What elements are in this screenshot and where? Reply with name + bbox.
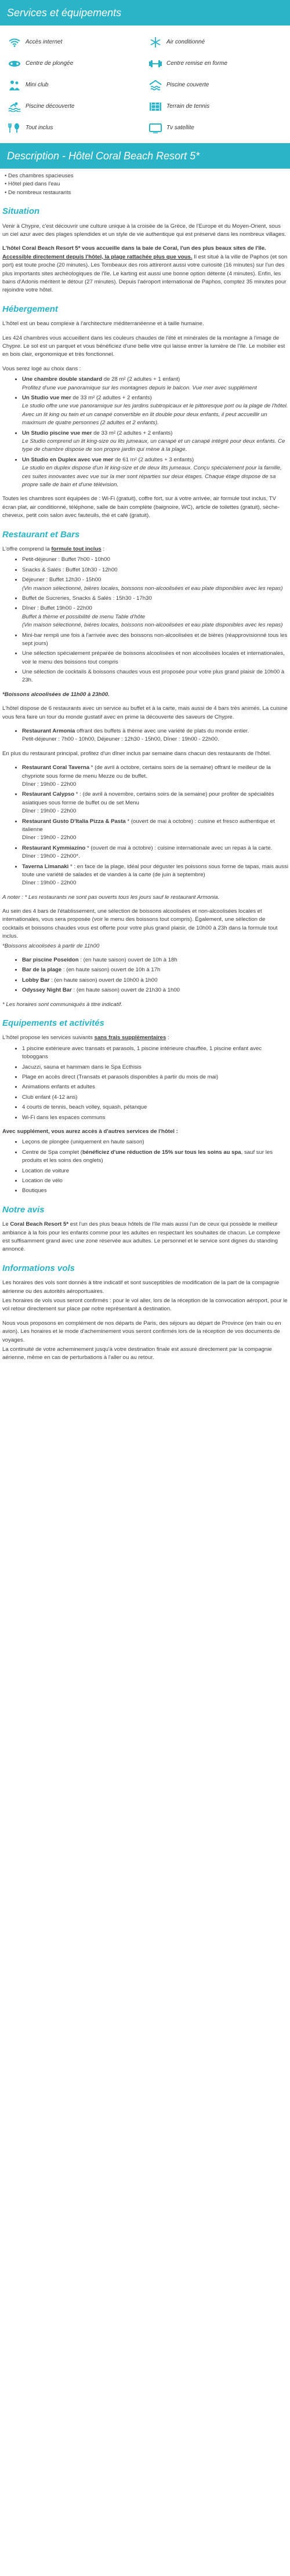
- list-item: [22, 394, 289, 428]
- amenity-tv: [148, 117, 283, 139]
- amenity-all-inclusive: [7, 117, 142, 139]
- list-item: [22, 376, 289, 392]
- text: : (en haute saison) ouvert de 10h00 à 1h00: [49, 977, 158, 983]
- list-item: [22, 818, 289, 843]
- amenity-indoor-pool: [148, 74, 283, 96]
- list-item: • Une sélection spécialement préparée de boissons alcoolisées et non alcoolisées locales et internationales, voir le menu des boissons tout compris: [22, 650, 289, 666]
- list-item: • Plage en accès direct (Transats et parasols disponibles à partir du mois de mai): [22, 1073, 289, 1081]
- hours: Petit-déjeuner : 7h00 - 10h00, Déjeuner : 12h30 - 15h00, Dîner : 19h00 - 22h00.: [22, 736, 219, 743]
- section-title-avis: Notre avis: [2, 1204, 45, 1215]
- bar-title: Bar de la plage: [22, 967, 62, 974]
- paid-services-list: [1, 1138, 289, 1195]
- room-title: Un Studio vue mer: [22, 395, 71, 402]
- paragraph: [1, 245, 289, 294]
- restaurant-title: Restaurant Calypso: [22, 791, 75, 798]
- amenity-tennis: [148, 96, 283, 117]
- bold-text: Accessible directement depuis l'hôtel, la plage rattachée plus que vous.: [2, 253, 193, 260]
- text: Déjeuner : Buffet 12h30 - 15h00: [22, 577, 102, 584]
- list-item: • Location de voiture: [22, 1167, 289, 1175]
- list-item: [22, 727, 289, 744]
- list-item: • Animations enfants et adultes: [22, 1083, 289, 1091]
- room-size: de 33 m² (2 adultes + 2 enfants): [92, 429, 173, 436]
- text: (Vin maison sélectionné, bières locales, boissons non-alcoolisées et eau plate disponibles avec les repas): [22, 622, 283, 629]
- room-detail: Le Studio comprend un lit king-size ou lits jumeaux, un canapé et un canapé intégré pour deux enfants. Ce type de chambre dispose de son propre jardin qui mène à la plage.: [22, 438, 285, 453]
- paragraph: Les horaires des vols sont donnés à titre indicatif et sont susceptibles de modification de la part de la compagnie aérienne ou des autorités aéroportuaires.: [2, 1280, 280, 1295]
- text: L'hôtel propose les services suivants: [2, 1034, 95, 1041]
- paragraph: En plus du restaurant principal, profitez d'un dîner inclus par semaine dans chacun des restaurants de l'hôtel.: [2, 750, 271, 757]
- bold-text: Avec supplément, vous aurez accès à d'autres services de l'hôtel :: [2, 1128, 178, 1135]
- snowflake-icon: [149, 36, 162, 49]
- list-item: • Une sélection de cocktails & boissons chaudes vous est proposée pour votre plus grand plaisir de 10h00 à 23h.: [22, 668, 289, 685]
- text: :: [101, 546, 105, 552]
- text: Buffet à thème et possibilité de menu Table d'hôte: [22, 613, 146, 620]
- section-title-situation: Situation: [2, 206, 40, 217]
- meal-list: [1, 556, 289, 684]
- restaurant-title: Restaurant Coral Taverna: [22, 764, 90, 771]
- note: [1, 691, 289, 699]
- amenity-label: Air conditionné: [166, 39, 205, 45]
- amenity-label: Piscine découverte: [26, 103, 75, 110]
- all-inclusive-icon: [8, 122, 21, 134]
- indoor-pool-icon: [149, 79, 162, 92]
- room-title: Un Studio en Duplex avec vue mer: [22, 456, 114, 463]
- text: : (en haute saison) ouvert de 10h à 17h: [61, 967, 161, 974]
- paragraph: [1, 545, 289, 553]
- tennis-icon: [149, 100, 162, 113]
- list-item: [22, 576, 289, 593]
- list-item: • Mini-bar rempli une fois à l'arrivée avec des boissons non-alcoolisées et de bières (réapprovisionné tous les sept jours): [22, 632, 289, 648]
- restaurant-list: [1, 727, 289, 744]
- list-item: [22, 844, 289, 861]
- paragraph: Toutes les chambres sont équipées de : Wi-Fi (gratuit), coffre fort, sur à votre arrivée, air formule tout inclus, TV écran plat, air conditionné, téléphone, salle de bain complète (baignoire, WC), article de toilettes (gratuit), sèche-cheveux, petit coin salon avec fauteuils, thé et café (gratuit).: [2, 495, 280, 519]
- hours: Dîner : 19h00 - 22h00: [22, 835, 77, 841]
- paragraph: Nous vous proposons en complément de nos départs de Paris, des séjours au départ de Province (en train ou en avion). Les horaires et le mode d'acheminement vous seront confirmés lors de la réception de vos documents de voyages.: [2, 1320, 281, 1343]
- list-item: [22, 456, 289, 490]
- amenity-internet: [7, 31, 142, 53]
- amenity-label: Accès internet: [26, 39, 63, 45]
- text: * (de avril à octobre, certains soirs de la semaine) offrant le meilleur de la chypriote sous forme de menu Mezze ou de buffet.: [22, 764, 271, 779]
- paragraph: Les 424 chambres vous accueillent dans les couleurs chaudes de l'été et minérales de la montagne à l'image de Chypre. Le sol est un parquet et vous bénéficiez d'une belle vitre qui laisse entrer la lumière de l'île. Le mobilier est en bois clair, ergonomique et très fonctionnel.: [2, 334, 285, 358]
- fitness-icon: [149, 57, 162, 70]
- bold-text: Coral Beach Resort 5*: [10, 1221, 69, 1228]
- list-item: • Wi-Fi dans les espaces communs: [22, 1114, 289, 1122]
- text: * : en face de la plage, idéal pour déguster les poissons sous forme de tapas, mais aussi toute une variété de salades et de viandes à la carte (de juin à septembre): [22, 863, 288, 878]
- bold-text: L'hôtel Coral Beach Resort 5* vous accueille dans la baie de Coral, l'un des plus beaux sites de l'île.: [2, 245, 266, 252]
- room-detail: Le studio en duplex dispose d'un lit king-size et de deux lits jumeaux. Conçu spécialement pour la famille, ces suites innovantes avec vue sur la mer sont réparties sur deux étages. Chaque étage dispose de sa propre salle de bain et d'une télévision.: [22, 465, 282, 488]
- list-item: • Jacuzzi, sauna et hammam dans le Spa Ecthisis: [22, 1063, 289, 1072]
- list-item: • Leçons de plongée (uniquement en haute saison): [22, 1138, 289, 1146]
- paragraph: [1, 1220, 289, 1254]
- list-item: [22, 977, 289, 985]
- note: *Boissons alcoolisées à partir de 11h00: [2, 942, 100, 949]
- amenity-diving: [7, 53, 142, 74]
- list-item: • Buffet de Sucreries, Snacks & Salés : 15h30 - 17h30: [22, 595, 289, 603]
- text: est l'un des plus beaux hôtels de l'île mais aussi l'un de ceux qui possède le meilleur ambiance à la fois pour les enfants comme pour les adultes en respectant les souhaites de chacun. Le complexe est suffisamment grand avec une zone réservée aux adultes. Le personnel et le service sont dignes du standing annoncé.: [2, 1221, 280, 1253]
- paragraph: L'hôtel est un beau complexe à l'architecture méditerranéenne et à taille humaine.: [2, 320, 204, 327]
- restaurant-title: Taverna Limanaki: [22, 863, 69, 870]
- paragraph: Au sein des 4 bars de l'établissement, une sélection de boissons alcoolisées et non-alcoolisées locales et internationales, vous sera proposée (voir le menu des boissons tout compris). Également, une sélection de cocktails et boissons chaudes vous est offerte pour votre plus grand plaisir, de 10h00 à 23h dans la formule tout inclus.: [2, 908, 278, 940]
- text: * : (de avril à novembre, certains soirs de la semaine) pour profiter de spécialités asiatiques sous forme de buffet ou de set Menu: [22, 791, 274, 806]
- themed-restaurant-list: [1, 764, 289, 887]
- amenity-aircon: [148, 31, 283, 53]
- text: Dîner : Buffet 19h00 - 22h00: [22, 605, 92, 612]
- list-item: [22, 956, 289, 964]
- paragraph: Vous serez logé au choix dans :: [2, 365, 81, 372]
- amenity-label: Mini club: [26, 82, 49, 88]
- text: Centre de Spa complet (: [22, 1149, 82, 1156]
- paragraph: La continuité de votre acheminement jusqu'à votre destination finale est assuré directement par la compagnie aérienne, même en cas de perturbations à l'aller ou au retour.: [2, 1346, 272, 1361]
- main-content: [0, 169, 290, 1362]
- bold-text: *Boissons alcoolisées de 11h00 à 23h00.: [2, 691, 110, 698]
- amenity-label: Tv satellite: [166, 125, 194, 131]
- paragraph: Venir à Chypre, c'est découvrir une culture unique à la croisée de la Grèce, de l'Europe et du Moyen-Orient, sous un ciel azur avec des plages splendides et un style de vie authentique qui est préservé dans les nombreux villages.: [2, 223, 287, 238]
- wifi-icon: [8, 36, 21, 49]
- paragraph: Les horaires de vols vous seront confirmés : pour le vol aller, lors de la réception de la convocation aéroport, pour le vol retour directement sur place par notre représentant à destination.: [2, 1298, 288, 1313]
- text: (Vin maison sélectionné, bières locales, boissons non-alcoolisées et eau plate disponibles avec les repas): [22, 585, 283, 592]
- text: :: [166, 1034, 169, 1041]
- room-detail: Profitez d'une vue panoramique sur les montagnes depuis le balcon. Vue mer avec supplément: [22, 384, 257, 391]
- list-item: [22, 790, 289, 815]
- bold-text: formule tout inclus: [51, 546, 102, 552]
- amenities-grid: [0, 25, 290, 140]
- section-title-hebergement: Hébergement: [2, 304, 58, 314]
- list-item: • Hôtel pied dans l'eau: [5, 180, 289, 188]
- hours: Dîner : 19h00 - 22h00: [22, 781, 77, 788]
- kids-club-icon: [8, 79, 21, 92]
- list-item: • De nombreux restaurants: [5, 189, 289, 197]
- section-title-equipements: Equipements et activités: [2, 1018, 104, 1028]
- amenities-header: Services et équipements: [0, 0, 290, 25]
- paragraph: [1, 1034, 289, 1042]
- bold-text: bénéficiez d'une réduction de 15% sur tous les soins au spa: [82, 1149, 241, 1156]
- list-item: [22, 986, 289, 994]
- bar-list: [1, 956, 289, 995]
- text: * (ouvert de mai à octobre) : cuisine et fresco authentique et italienne: [22, 818, 275, 833]
- text: L'offre comprend la: [2, 546, 52, 552]
- note: * Les horaires sont communiqués à titre indicatif.: [2, 1001, 122, 1008]
- text: , sauf sur les produits et les soins des onglets): [22, 1149, 273, 1164]
- bar-title: Odyssey Night Bar: [22, 987, 72, 994]
- free-services-list: [1, 1045, 289, 1122]
- hours: Dîner : 19h00 - 22h00*.: [22, 853, 80, 860]
- paragraph: L'hôtel dispose de 6 restaurants avec un service au buffet et à la carte, mais aussi de 4 bars très animés. La cuisine vous fera faire un tour du monde gustatif avec en prime la découverte des saveurs de Chypre.: [2, 705, 288, 720]
- restaurant-title: Restaurant Gusto D'Italia Pizza & Pasta: [22, 818, 126, 825]
- section-title-restaurants: Restaurant et Bars: [2, 529, 80, 540]
- tv-icon: [149, 122, 162, 134]
- list-item: • 4 courts de tennis, beach volley, squash, pétanque: [22, 1103, 289, 1112]
- hours: Dîner : 19h00 - 22h00: [22, 808, 77, 815]
- amenity-label: Piscine couverte: [166, 82, 209, 88]
- amenity-label: Centre remise en forme: [166, 60, 228, 67]
- list-item: [22, 764, 289, 789]
- text: : (en haute saison) ouvert de 21h30 à 1h00: [71, 987, 180, 994]
- room-size: de 33 m² (2 adultes + 2 enfants): [71, 395, 152, 402]
- list-item: [22, 966, 289, 974]
- highlights-list: [1, 169, 289, 197]
- list-item: [22, 604, 289, 629]
- room-size: de 61 m² (2 adultes + 3 enfants): [113, 456, 194, 463]
- outdoor-pool-icon: [8, 100, 21, 113]
- list-item: • Snacks & Salés : Buffet 10h30 - 12h00: [22, 566, 289, 574]
- amenity-label: Centre de plongée: [26, 60, 74, 67]
- amenity-miniclub: [7, 74, 142, 96]
- amenity-label: Tout inclus: [26, 125, 53, 131]
- restaurant-title: Restaurant Armonia: [22, 728, 75, 735]
- bar-title: Bar piscine Poseidon: [22, 957, 79, 964]
- text: : (en haute saison) ouvert de 10h à 18h: [78, 957, 177, 964]
- hours: Dîner : 19h00 - 22h00: [22, 880, 77, 887]
- paragraph: [1, 1128, 289, 1136]
- room-title: Une chambre double standard: [22, 376, 103, 383]
- list-item: [22, 863, 289, 888]
- amenity-label: Terrain de tennis: [166, 103, 210, 110]
- bar-title: Lobby Bar: [22, 977, 50, 983]
- room-title: Un Studio piscine vue mer: [22, 429, 92, 436]
- section-title-informations: Informations vols: [2, 1263, 75, 1273]
- restaurant-title: Restaurant Kymmiazino: [22, 844, 86, 851]
- description-header: Description - Hôtel Coral Beach Resort 5*: [0, 143, 290, 169]
- text: offrant des buffets à thème avec une variété de plats du monde entier.: [75, 728, 249, 735]
- bold-text: sans frais supplémentaires: [94, 1034, 166, 1041]
- room-detail: Le studio offre une vue panoramique sur les jardins subtropicaux et le pittoresque port ou la plage de l'hôtel. Avec un lit king ou twin et un canapé convertible en lit double pour deux enfants, il peut accueillir un maximum de quatre personnes (2 adultes et 2 enfants).: [22, 403, 288, 427]
- text: Il est situé à la ville de Paphos (et son port) est toute proche (20 minutes). Les Tombeaux des rois attireront aussi votre curiosité (16 minutes) sur l'un des plus importants sites archéologiques de l'île. Le karting est aussi une bonne option détente (4 minutes). Enfin, les bains d'Adonis méritent le détour (27 minutes). Depuis l'aéroport international de Paphos, comptez 35 minutes pour rejoindre votre hôtel.: [2, 253, 288, 294]
- list-item: • 1 piscine extérieure avec transats et parasols, 1 piscine intérieure chauffée, 1 piscine enfant avec toboggans: [22, 1045, 289, 1062]
- amenity-fitness: [148, 53, 283, 74]
- list-item: • Petit-déjeuner : Buffet 7h00 - 10h00: [22, 556, 289, 564]
- list-item: • Club enfant (4-12 ans): [22, 1094, 289, 1102]
- text: Le: [2, 1221, 10, 1228]
- diver-icon: [8, 57, 21, 70]
- text: * (ouvert de mai à octobre) : cuisine internationale avec un repas à la carte.: [85, 844, 273, 851]
- list-item: [22, 1149, 289, 1165]
- room-size: de 28 m² (2 adultes + 1 enfant): [102, 376, 180, 383]
- list-item: • Des chambres spacieuses: [5, 172, 289, 180]
- list-item: • Location de vélo: [22, 1177, 289, 1185]
- list-item: • Boutiques: [22, 1187, 289, 1195]
- note: A noter : * Les restaurants ne sont pas ouverts tous les jours sauf le restaurant Armonia.: [2, 894, 220, 901]
- amenity-outdoor-pool: [7, 96, 142, 117]
- list-item: [22, 429, 289, 454]
- room-list: [1, 376, 289, 489]
